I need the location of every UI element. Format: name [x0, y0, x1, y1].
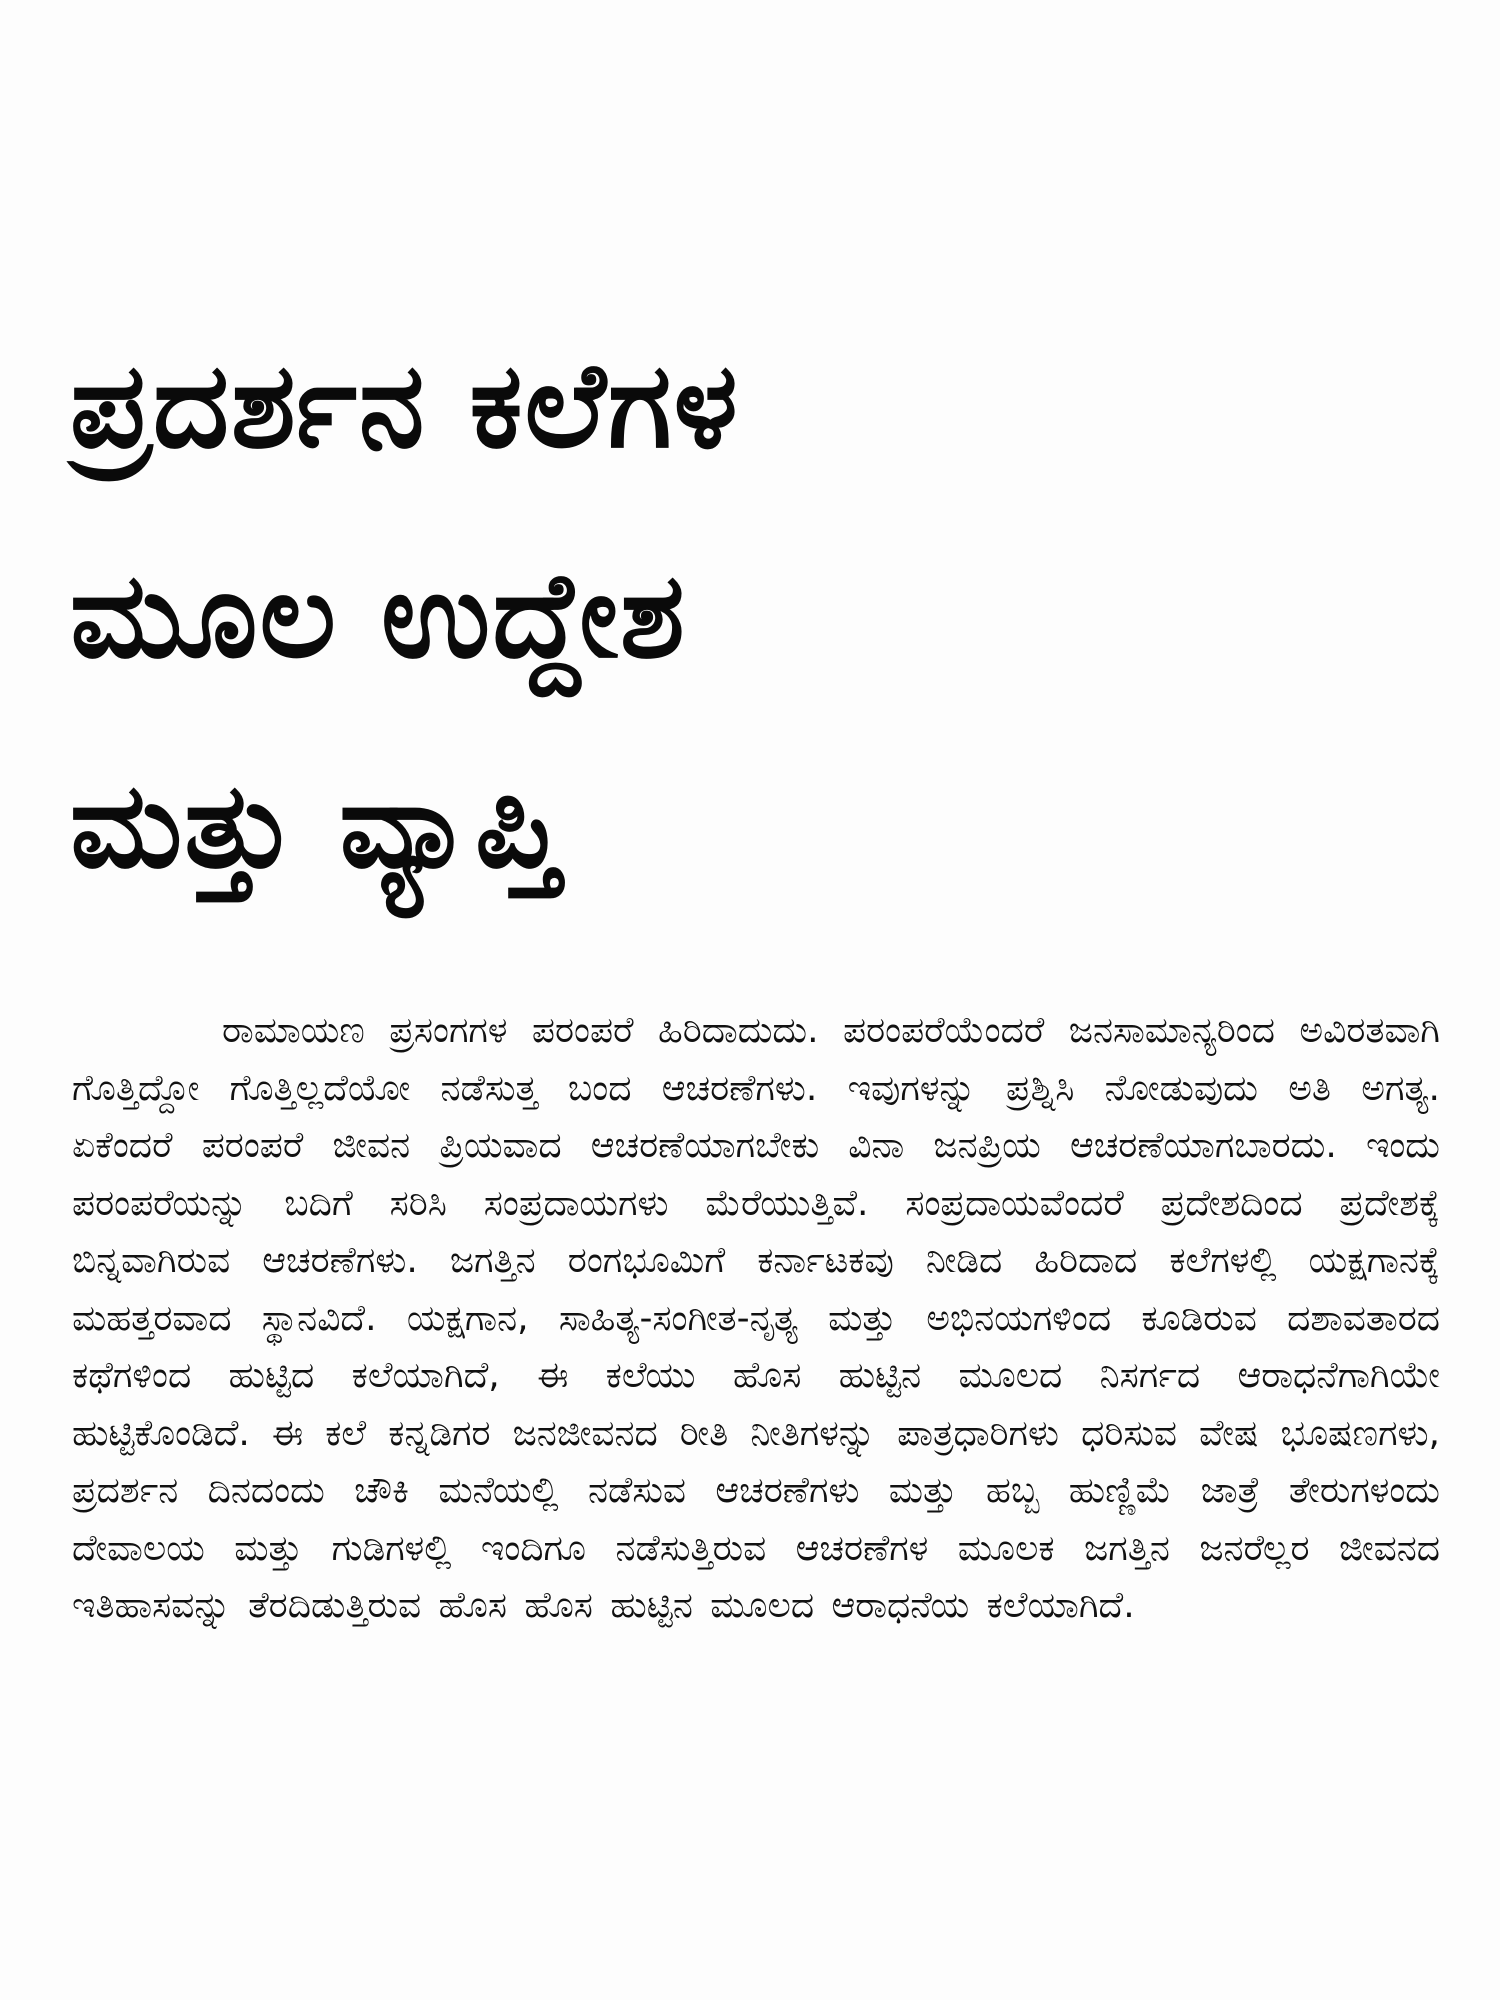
chapter-title — [70, 300, 1170, 930]
title-line-3: ಮತ್ತು ವ್ಯಾಪ್ತಿ — [70, 756, 563, 894]
title-line-1: ಪ್ರದರ್ಶನ ಕಲೆಗಳ — [70, 336, 740, 474]
body-paragraph: ರಾಮಾಯಣ ಪ್ರಸಂಗಗಳ ಪರಂಪರೆ ಹಿರಿದಾದುದು. ಪರಂಪರೆಯೆಂದರೆ ಜನಸಾಮಾನ್ಯರಿಂದ ಅವಿರತವಾಗಿ ಗೊತ್ತಿದ್ದೋ ಗೊತ್ತಿಲ್ಲದೆಯೋ ನಡೆಸುತ್ತ ಬಂದ ಆಚರಣೆಗಳು. ಇವುಗಳನ್ನು ಪ್ರಶ್ನಿಸಿ ನೋಡುವುದು ಅತಿ ಅಗತ್ಯ. ಏಕೆಂದರೆ ಪರಂಪರೆ ಜೀವನ ಪ್ರಿಯವಾದ ಆಚರಣೆಯಾಗಬೇಕು ವಿನಾ ಜನಪ್ರಿಯ ಆಚರಣೆಯಾಗಬಾರದು. ಇಂದು ಪರಂಪರೆಯನ್ನು ಬದಿಗೆ ಸರಿಸಿ ಸಂಪ್ರದಾಯಗಳು ಮೆರೆಯುತ್ತಿವೆ. ಸಂಪ್ರದಾಯವೆಂದರೆ ಪ್ರದೇಶದಿಂದ ಪ್ರದೇಶಕ್ಕೆ ಬಿನ್ನವಾಗಿರುವ ಆಚರಣೆಗಳು. ಜಗತ್ತಿನ ರಂಗಭೂಮಿಗೆ ಕರ್ನಾಟಕವು ನೀಡಿದ ಹಿರಿದಾದ ಕಲೆಗಳಲ್ಲಿ ಯಕ್ಷಗಾನಕ್ಕೆ ಮಹತ್ತರವಾದ ಸ್ಥಾನವಿದೆ. ಯಕ್ಷಗಾನ, ಸಾಹಿತ್ಯ-ಸಂಗೀತ-ನೃತ್ಯ ಮತ್ತು ಅಭಿನಯಗಳಿಂದ ಕೂಡಿರುವ ದಶಾವತಾರದ ಕಥೆಗಳಿಂದ ಹುಟ್ಟಿದ ಕಲೆಯಾಗಿದೆ, ಈ ಕಲೆಯು ಹೊಸ ಹುಟ್ಟಿನ ಮೂಲದ ನಿಸರ್ಗದ ಆರಾಧನೆಗಾಗಿಯೇ ಹುಟ್ಟಿಕೊಂಡಿದೆ. ಈ ಕಲೆ ಕನ್ನಡಿಗರ ಜನಜೀವನದ ರೀತಿ ನೀತಿಗಳನ್ನು ಪಾತ್ರಧಾರಿಗಳು ಧರಿಸುವ ವೇಷ ಭೂಷಣಗಳು, ಪ್ರದರ್ಶನ ದಿನದಂದು ಚೌಕಿ ಮನೆಯಲ್ಲಿ ನಡೆಸುವ ಆಚರಣೆಗಳು ಮತ್ತು ಹಬ್ಬ ಹುಣ್ಣಿಮೆ ಜಾತ್ರೆ ತೇರುಗಳಂದು ದೇವಾಲಯ ಮತ್ತು ಗುಡಿಗಳಲ್ಲಿ ಇಂದಿಗೂ ನಡೆಸುತ್ತಿರುವ ಆಚರಣೆಗಳ ಮೂಲಕ ಜಗತ್ತಿನ ಜನರೆಲ್ಲರ ಜೀವನದ ಇತಿಹಾಸವನ್ನು ತೆರದಿಡುತ್ತಿರುವ ಹೊಸ ಹೊಸ ಹುಟ್ಟಿನ ಮೂಲದ ಆರಾಧನೆಯ ಕಲೆಯಾಗಿದೆ. — [72, 1010, 1440, 1626]
title-line-2: ಮೂಲ ಉದ್ದೇಶ — [70, 546, 687, 684]
